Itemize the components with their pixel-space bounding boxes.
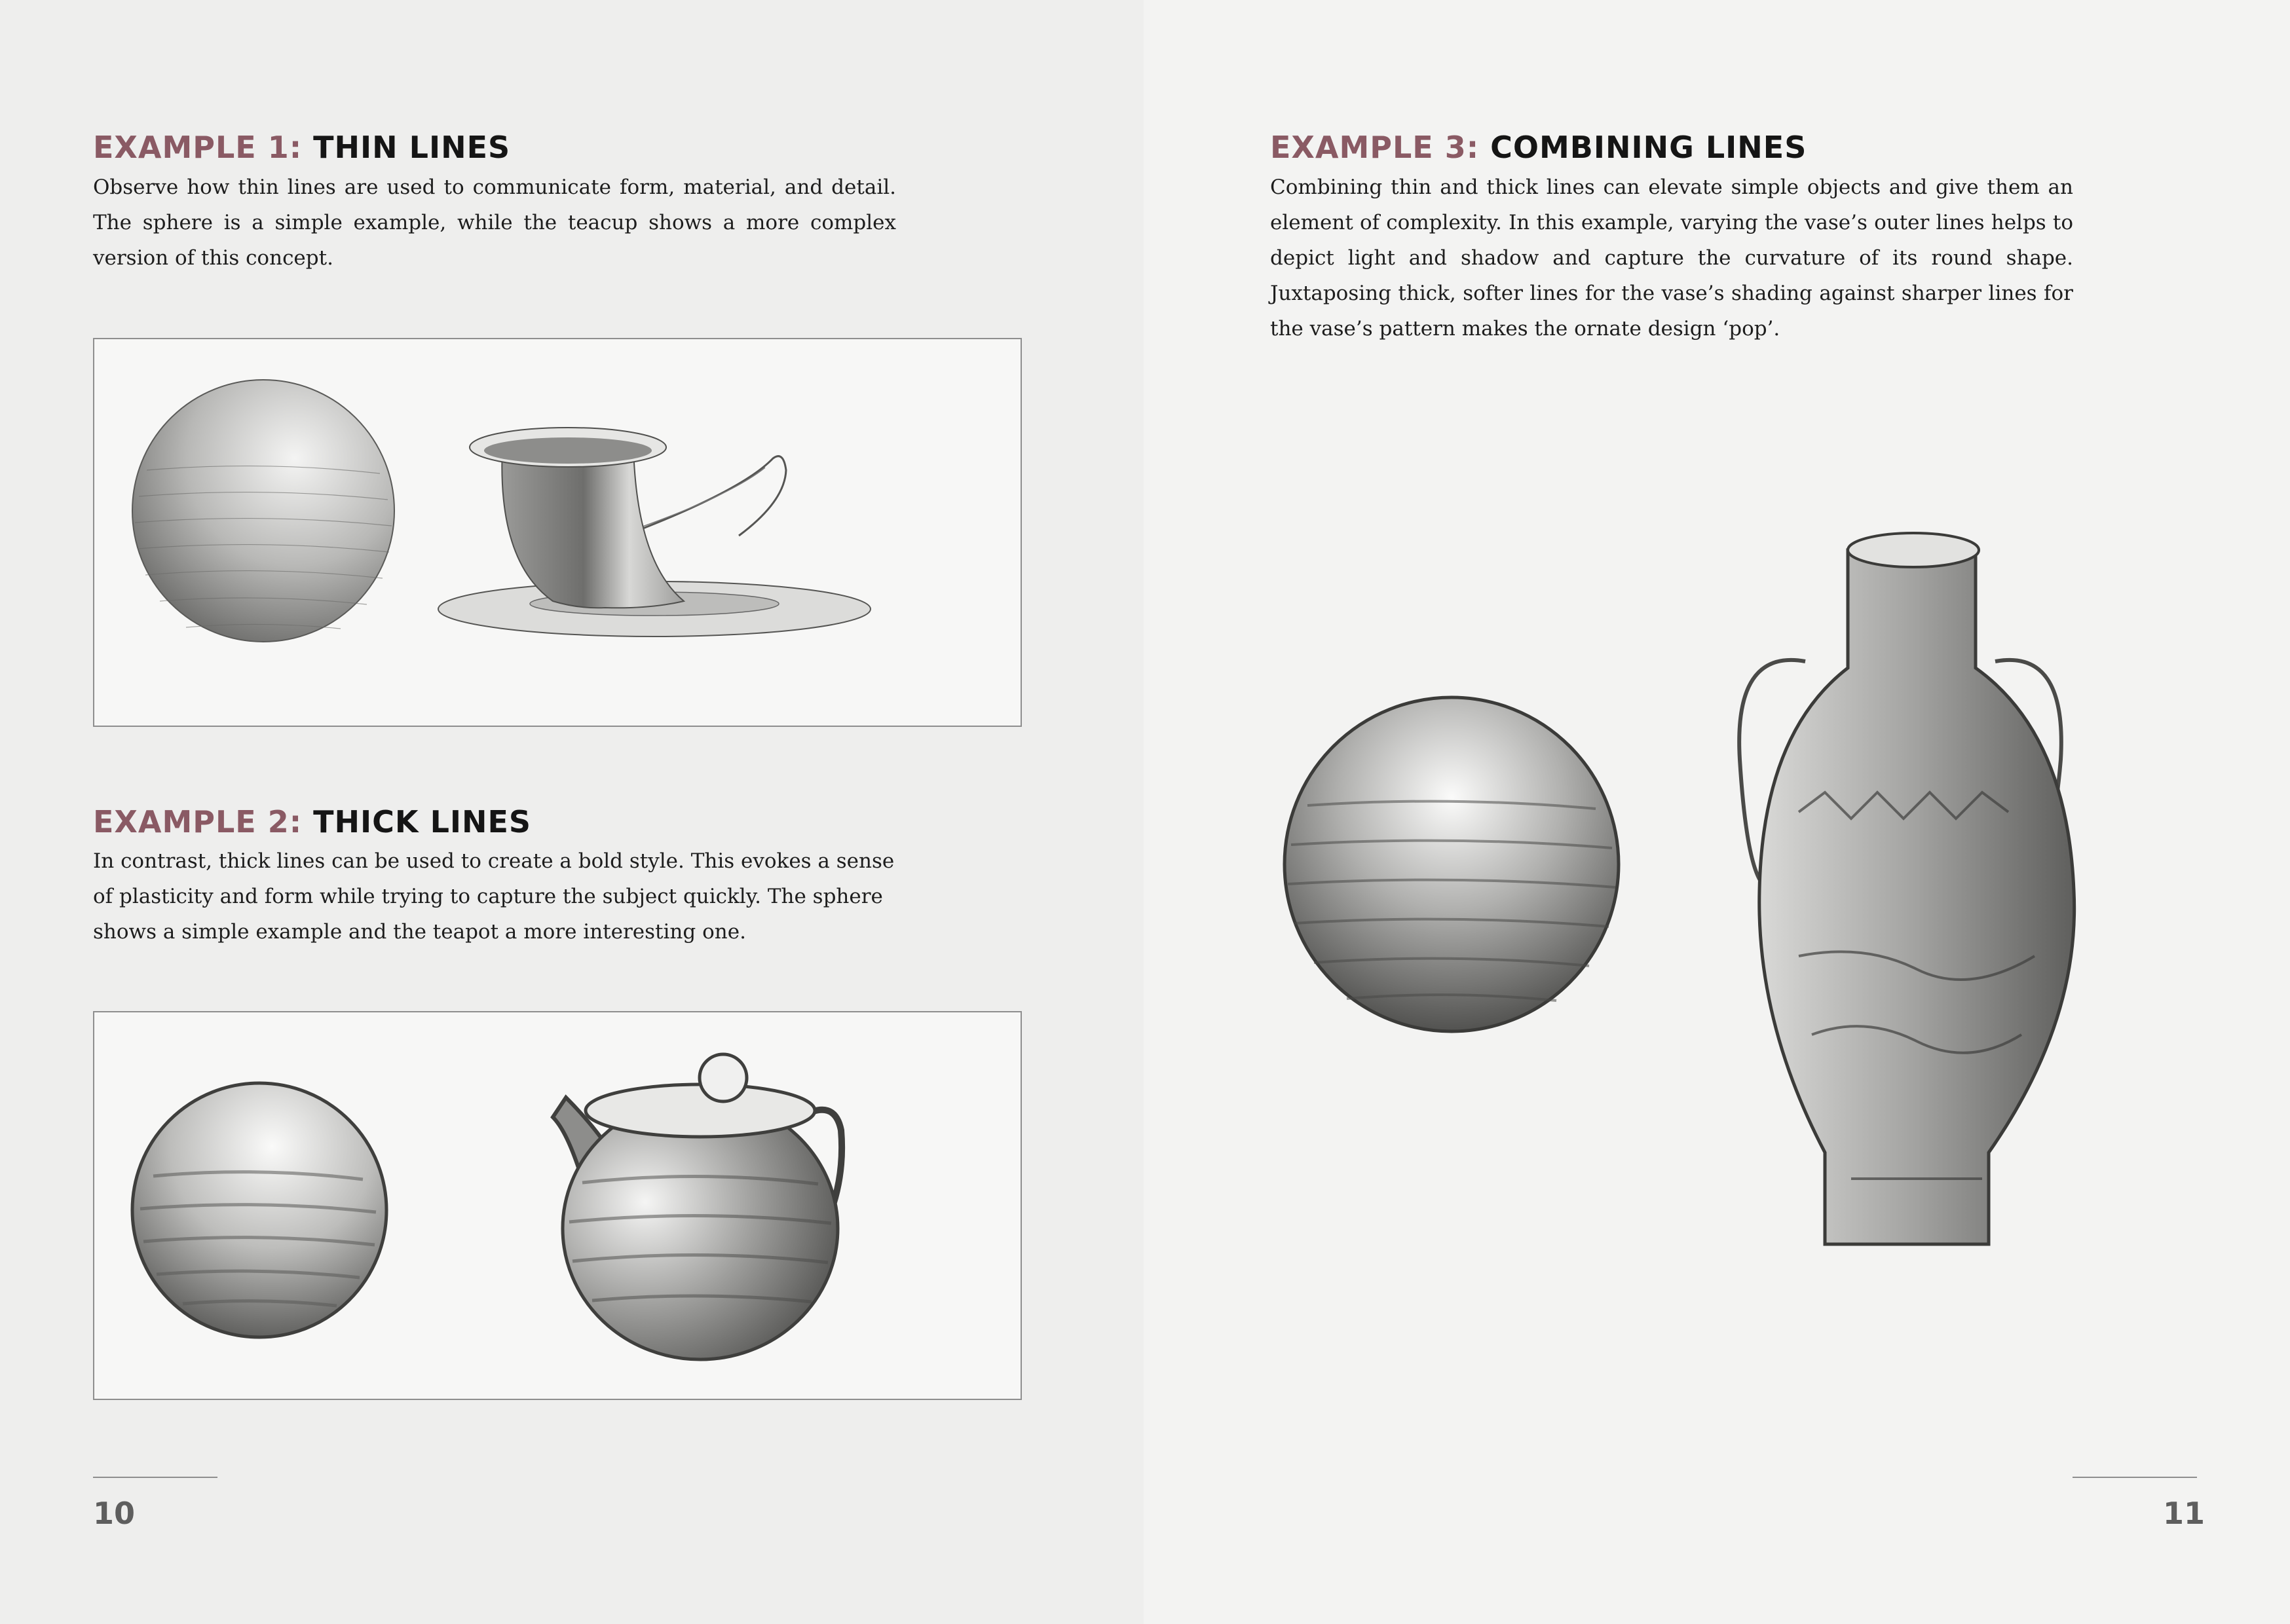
right-page — [1144, 0, 2290, 1624]
left-footer-rule — [93, 1477, 217, 1478]
example2-heading — [93, 804, 531, 840]
example3-sketch — [1144, 498, 2290, 1303]
example2-text: In contrast, thick lines can be used to create a bold style. This evokes a sense of plasticity and form while trying to capture the subject quickly. The sphere shows a simple example and the teapot a more interesting one. — [93, 849, 895, 944]
page-number-left: 10 — [93, 1496, 136, 1531]
example1-illustration-panel — [93, 338, 1022, 727]
pencil-vase-combined-lines — [1739, 533, 2074, 1244]
pencil-teapot-thick-lines — [553, 1054, 842, 1359]
pencil-sphere-combined-lines — [1285, 697, 1619, 1031]
example1-title: THIN LINES — [313, 130, 511, 165]
example3-text: Combining thin and thick lines can elevate simple objects and give them an element of complexity. In this example, varying the vase’s outer lines helps to depict light and shadow and capture the curvature of its round shape. Juxtaposing thick, softer lines for the vase’s shading against sharper lines for the vase’s pattern makes the ornate design ‘pop’. — [1270, 175, 2073, 341]
pencil-sphere-thick-lines — [132, 1083, 386, 1337]
page-number-right: 11 — [2163, 1496, 2206, 1531]
example2-title: THICK LINES — [313, 804, 532, 840]
left-page — [0, 0, 1144, 1624]
example2-sketch — [94, 1012, 1021, 1399]
example3-title: COMBINING LINES — [1490, 130, 1807, 165]
pencil-teacup-thin-lines — [438, 428, 871, 637]
example1-sketch — [94, 339, 1021, 726]
example1-heading — [93, 130, 510, 165]
example1-number: EXAMPLE 1: — [93, 130, 303, 165]
example1-text: Observe how thin lines are used to communicate form, material, and detail. The sphere is a simple example, while the teacup shows a more complex version of this concept. — [93, 175, 896, 270]
example3-number: EXAMPLE 3: — [1270, 130, 1480, 165]
example2-number: EXAMPLE 2: — [93, 804, 303, 840]
example2-illustration-panel — [93, 1011, 1022, 1400]
pencil-sphere-thin-lines — [132, 380, 394, 642]
right-footer-rule — [2073, 1477, 2197, 1478]
example3-heading — [1270, 130, 1807, 165]
